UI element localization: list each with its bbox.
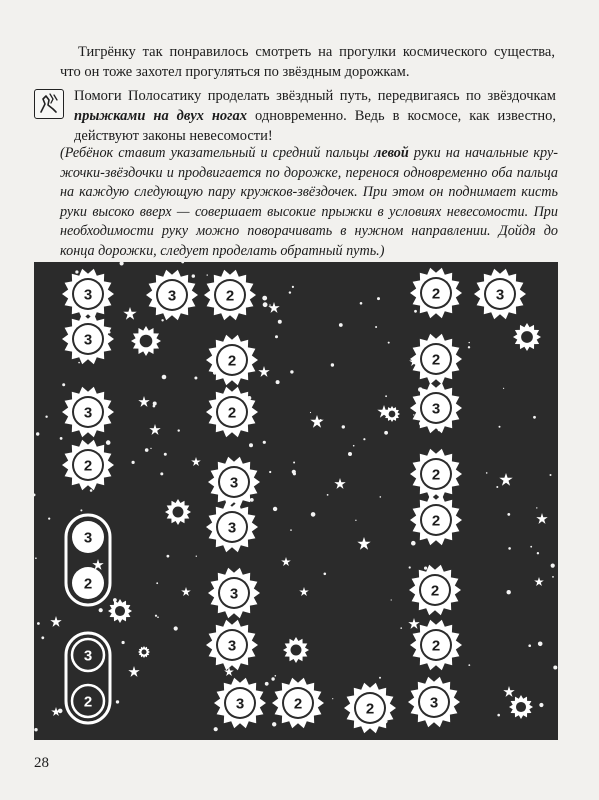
small-star-icon (181, 587, 191, 596)
speckle (339, 323, 343, 327)
instruction-paragraph (60, 144, 558, 262)
instruction-text-start: Ребёнок ставит указательный и средний пальцы (64, 145, 375, 161)
speckle (196, 556, 197, 557)
speckle (276, 380, 280, 384)
speckle (214, 727, 218, 731)
small-star-icon (128, 666, 139, 677)
speckle (553, 666, 557, 670)
numbered-star-circle[interactable] (206, 620, 258, 671)
star-number: 2 (293, 695, 303, 713)
legend-number: 3 (83, 647, 93, 665)
speckle (150, 448, 151, 449)
speckle (411, 541, 416, 546)
speckle (161, 319, 163, 321)
numbered-star-path (62, 268, 526, 734)
speckle (181, 262, 184, 263)
speckle (413, 414, 414, 415)
small-star-icon (499, 473, 512, 486)
speckle (269, 471, 271, 473)
speckle (145, 448, 149, 452)
speckle (363, 438, 365, 440)
numbered-star-circle[interactable] (474, 269, 526, 320)
small-star-icon (536, 513, 547, 524)
star-number: 3 (431, 400, 441, 418)
speckle (332, 698, 333, 699)
speckle (486, 472, 488, 474)
speckle (414, 310, 417, 313)
speckle (265, 682, 269, 686)
speckle (377, 297, 380, 300)
space-canvas (34, 262, 558, 740)
speckle (116, 700, 119, 703)
speckle (552, 576, 554, 578)
speckle (275, 335, 278, 338)
task-text-end: одновременно. Ведь в космосе, как известно, действуют законы невесомости! (74, 108, 556, 144)
speckle (400, 627, 402, 629)
speckle (262, 296, 267, 301)
sun-decoration-icon (283, 637, 309, 663)
speckle (37, 622, 40, 625)
small-star-icon (138, 396, 149, 407)
speckle (34, 494, 36, 497)
numbered-star-circle[interactable] (410, 334, 462, 385)
speckle (499, 426, 501, 428)
speckle (272, 722, 276, 726)
speckle (164, 453, 167, 456)
numbered-star-circle[interactable] (410, 495, 462, 546)
speckle (530, 546, 532, 548)
speckle (289, 291, 291, 293)
speckle (99, 608, 103, 612)
numbered-star-circle[interactable] (410, 620, 462, 671)
small-star-icon (123, 307, 136, 320)
task-text-emphasis: прыжками на двух ногах (74, 108, 247, 124)
speckle (507, 590, 511, 594)
speckle (90, 489, 93, 492)
speckle (355, 520, 356, 521)
numbered-star-circle[interactable] (410, 268, 462, 319)
small-star-icon (357, 537, 370, 550)
speckle (293, 462, 295, 464)
star-number: 3 (429, 694, 439, 712)
hand-gesture-icon (34, 89, 64, 119)
speckle (385, 395, 387, 397)
speckle (508, 547, 511, 550)
star-number: 3 (167, 287, 177, 305)
speckle (194, 377, 197, 380)
legend-light-pill (66, 515, 110, 605)
numbered-star-circle[interactable] (409, 565, 461, 616)
legend-number: 2 (83, 693, 93, 711)
speckle (310, 412, 311, 413)
speckle (35, 557, 37, 559)
speckle (36, 432, 39, 435)
small-star-icon (503, 686, 514, 697)
speckle (278, 320, 282, 324)
speckle (120, 262, 124, 266)
speckle (496, 486, 498, 488)
speckle (324, 573, 327, 576)
numbered-star-circle[interactable] (206, 335, 258, 386)
numbered-star-circle[interactable] (410, 449, 462, 500)
speckle (375, 326, 377, 328)
star-number: 2 (431, 637, 441, 655)
star-number: 2 (431, 351, 441, 369)
speckle (75, 270, 78, 273)
speckle (45, 416, 47, 418)
speckle (34, 728, 37, 731)
small-star-icon (299, 587, 309, 596)
small-star-icon (191, 457, 201, 466)
intro-paragraph: Тигрёнку так понравилось смотреть на прогулки космического существа, что он тоже захотел прогуляться по звёздным дорожкам. (60, 44, 555, 80)
speckle (249, 443, 253, 447)
small-star-icon (149, 424, 160, 435)
task-paragraph (74, 86, 556, 146)
sun-decoration-icon (513, 323, 541, 351)
speckle (153, 402, 157, 406)
speckle (153, 405, 156, 408)
legend-number: 3 (83, 529, 93, 547)
speckle (379, 677, 381, 679)
numbered-star-circle[interactable] (206, 502, 258, 553)
instruction-open-paren: ( (60, 145, 65, 161)
star-number: 3 (227, 637, 237, 655)
speckle (275, 675, 277, 677)
speckle (292, 286, 294, 288)
numbered-star-circle[interactable] (214, 678, 266, 729)
speckle (48, 518, 50, 520)
speckle (384, 431, 388, 435)
small-star-icon (50, 616, 61, 627)
small-star-icon (51, 707, 61, 716)
page-number: 28 (34, 755, 49, 771)
speckle (80, 509, 82, 511)
speckle (290, 529, 292, 531)
speckle (342, 425, 345, 428)
speckle (78, 362, 80, 364)
speckle (174, 626, 178, 630)
speckle (162, 375, 167, 380)
speckle (273, 507, 277, 511)
speckle (290, 370, 293, 373)
numbered-star-circle[interactable] (410, 383, 462, 434)
numbered-star-circle[interactable] (62, 314, 114, 365)
speckle (293, 472, 296, 475)
speckle (132, 461, 135, 464)
speckle (192, 274, 195, 277)
speckle (157, 616, 159, 618)
small-star-icon (281, 557, 291, 566)
speckle (536, 507, 537, 508)
star-number: 3 (235, 695, 245, 713)
star-number: 2 (431, 466, 441, 484)
speckle (271, 677, 274, 680)
speckle (160, 472, 163, 475)
speckle (263, 441, 266, 444)
star-number: 3 (229, 585, 239, 603)
star-number: 2 (225, 287, 235, 305)
speckle (353, 445, 355, 447)
speckle (263, 302, 268, 307)
speckle (156, 582, 158, 584)
numbered-star-circle[interactable] (62, 387, 114, 438)
numbered-star-circle[interactable] (62, 269, 114, 320)
instruction-close-paren: ) (379, 242, 385, 259)
star-number: 2 (83, 457, 93, 475)
star-number: 3 (83, 404, 93, 422)
speckle (388, 342, 390, 344)
speckle (497, 714, 500, 717)
speckle (391, 599, 392, 600)
star-number: 3 (229, 474, 239, 492)
star-number: 2 (227, 352, 237, 370)
speckle (60, 437, 63, 440)
speckle (348, 452, 352, 456)
numbered-star-circle[interactable] (208, 568, 260, 619)
speckle (507, 513, 510, 516)
speckle (550, 474, 552, 476)
small-star-icon (534, 577, 544, 586)
speckle (528, 644, 531, 647)
numbered-star-circle[interactable] (344, 683, 396, 734)
numbered-star-circle[interactable] (206, 387, 258, 438)
small-star-icon (258, 366, 269, 377)
star-number: 2 (431, 512, 441, 530)
speckle (311, 512, 316, 517)
speckle (62, 383, 65, 386)
speckle (537, 552, 539, 554)
speckle (178, 429, 180, 431)
numbered-star-circle[interactable] (62, 440, 114, 491)
speckle (380, 496, 382, 498)
speckle (469, 342, 470, 343)
speckle (331, 363, 334, 366)
speckle (424, 567, 427, 570)
speckle (250, 498, 254, 502)
numbered-star-circle[interactable] (408, 677, 460, 728)
speckle (468, 346, 470, 348)
speckle (503, 388, 504, 389)
speckle (269, 304, 270, 305)
star-number: 2 (430, 582, 440, 600)
instruction-text-bold: левой (374, 145, 409, 161)
star-number: 2 (431, 285, 441, 303)
numbered-star-circle[interactable] (272, 678, 324, 729)
speckle (468, 664, 470, 666)
speckle (122, 641, 125, 644)
speckle (106, 440, 111, 445)
star-number: 3 (495, 286, 505, 304)
speckle (41, 636, 44, 639)
sun-decoration-icon (108, 599, 132, 623)
speckle (155, 615, 157, 617)
sun-decoration-icon (138, 646, 150, 658)
sun-decoration-icon (131, 326, 161, 356)
small-star-icon (310, 415, 323, 428)
sun-decoration-icon (165, 499, 191, 525)
star-number: 3 (227, 519, 237, 537)
sun-decoration-icon (384, 406, 400, 422)
speckle (327, 494, 329, 496)
legend-dark-pill (66, 633, 110, 723)
speckle (533, 416, 536, 419)
speckle (539, 703, 543, 707)
instruction-text-rest: руки на начальные кружочки-звёздочки и продвигается по дорожке, перенося одновременно оба пальца на каждую следующую пару кружков-звёздочек. При этом он поднимает кисть руки высоко вверх — совершает высокие прыжки в условиях невесомости. При необходимости руку можно поворачивать в нужном направлении. Дойдя до конца дорожки, следует проделать обратный путь. (60, 145, 558, 259)
legend-number: 2 (83, 575, 93, 593)
speckle (167, 555, 170, 558)
sun-decoration-icon (509, 695, 533, 719)
numbered-star-circle[interactable] (204, 270, 256, 321)
small-star-icon (268, 302, 279, 313)
numbered-star-circle[interactable] (146, 270, 198, 321)
speckle (409, 566, 411, 568)
speckle (538, 642, 543, 647)
star-number: 3 (83, 286, 93, 304)
speckle (360, 302, 363, 305)
space-illustration (34, 262, 558, 740)
speckle (551, 564, 555, 568)
small-star-icon (334, 478, 345, 489)
small-star-icon (408, 618, 419, 629)
star-number: 2 (227, 404, 237, 422)
star-number: 2 (365, 700, 375, 718)
speckle (207, 274, 208, 275)
task-text-start: Помоги Полосатику проделать звёздный путь, передвигаясь по звёздочкам (74, 88, 556, 104)
star-number: 3 (83, 331, 93, 349)
